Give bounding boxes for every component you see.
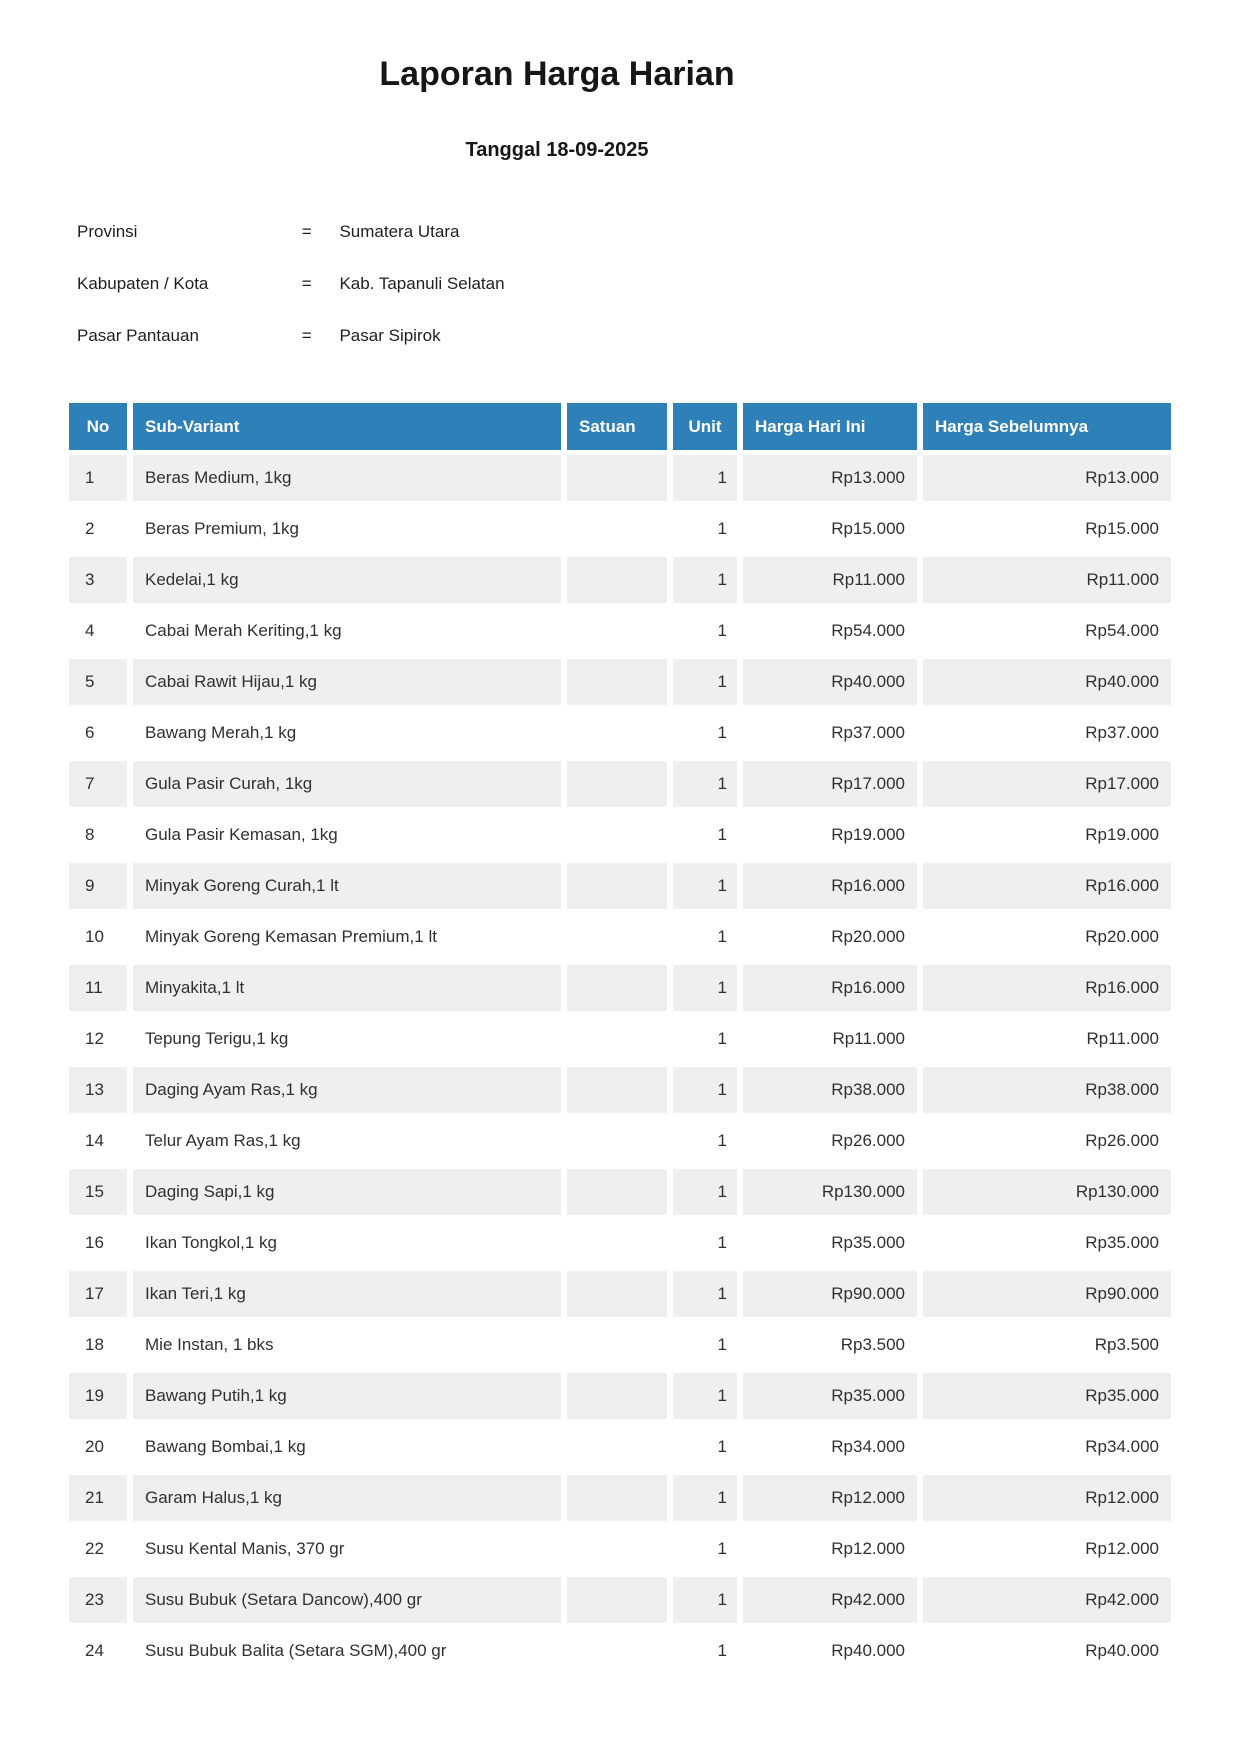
harga-sebelumnya-cell: Rp16.000 <box>923 863 1171 909</box>
sub-variant-cell: Gula Pasir Curah, 1kg <box>133 761 561 807</box>
sub-variant-cell: Ikan Tongkol,1 kg <box>133 1220 561 1266</box>
harga-hari-ini-cell: Rp37.000 <box>743 710 917 756</box>
table-row <box>69 608 1171 654</box>
harga-sebelumnya-cell: Rp42.000 <box>923 1577 1171 1623</box>
unit-cell: 1 <box>673 1373 737 1419</box>
row-number-cell: 18 <box>69 1322 127 1368</box>
unit-cell: 1 <box>673 659 737 705</box>
harga-sebelumnya-cell: Rp15.000 <box>923 506 1171 552</box>
harga-hari-ini-cell: Rp90.000 <box>743 1271 917 1317</box>
table-row <box>69 1118 1171 1164</box>
unit-cell: 1 <box>673 1577 737 1623</box>
sub-variant-cell: Daging Ayam Ras,1 kg <box>133 1067 561 1113</box>
harga-sebelumnya-cell: Rp3.500 <box>923 1322 1171 1368</box>
table-row <box>69 1526 1171 1572</box>
harga-sebelumnya-cell: Rp54.000 <box>923 608 1171 654</box>
row-number-cell: 19 <box>69 1373 127 1419</box>
unit-cell: 1 <box>673 1118 737 1164</box>
sub-variant-cell: Mie Instan, 1 bks <box>133 1322 561 1368</box>
sub-variant-cell: Garam Halus,1 kg <box>133 1475 561 1521</box>
row-number-cell: 15 <box>69 1169 127 1215</box>
meta-row <box>77 324 1241 348</box>
harga-hari-ini-cell: Rp40.000 <box>743 1628 917 1674</box>
satuan-cell <box>567 914 667 960</box>
satuan-cell <box>567 1118 667 1164</box>
harga-hari-ini-cell: Rp130.000 <box>743 1169 917 1215</box>
harga-sebelumnya-cell: Rp12.000 <box>923 1526 1171 1572</box>
table-row <box>69 761 1171 807</box>
harga-hari-ini-cell: Rp11.000 <box>743 1016 917 1062</box>
harga-hari-ini-cell: Rp16.000 <box>743 965 917 1011</box>
harga-sebelumnya-cell: Rp17.000 <box>923 761 1171 807</box>
unit-cell: 1 <box>673 1424 737 1470</box>
header-no: No <box>69 403 127 450</box>
sub-variant-cell: Daging Sapi,1 kg <box>133 1169 561 1215</box>
sub-variant-cell: Kedelai,1 kg <box>133 557 561 603</box>
table-row <box>69 557 1171 603</box>
row-number-cell: 3 <box>69 557 127 603</box>
row-number-cell: 8 <box>69 812 127 858</box>
harga-hari-ini-cell: Rp35.000 <box>743 1373 917 1419</box>
harga-hari-ini-cell: Rp34.000 <box>743 1424 917 1470</box>
satuan-cell <box>567 1475 667 1521</box>
meta-value: Sumatera Utara <box>339 222 460 241</box>
header-satuan: Satuan <box>567 403 667 450</box>
harga-hari-ini-cell: Rp19.000 <box>743 812 917 858</box>
sub-variant-cell: Cabai Rawit Hijau,1 kg <box>133 659 561 705</box>
harga-sebelumnya-cell: Rp38.000 <box>923 1067 1171 1113</box>
meta-value: Kab. Tapanuli Selatan <box>339 274 505 293</box>
sub-variant-cell: Beras Medium, 1kg <box>133 455 561 501</box>
harga-hari-ini-cell: Rp54.000 <box>743 608 917 654</box>
unit-cell: 1 <box>673 455 737 501</box>
price-table <box>63 398 1177 1679</box>
meta-row <box>77 272 1241 296</box>
sub-variant-cell: Telur Ayam Ras,1 kg <box>133 1118 561 1164</box>
report-meta <box>0 220 1241 348</box>
row-number-cell: 20 <box>69 1424 127 1470</box>
harga-sebelumnya-cell: Rp40.000 <box>923 1628 1171 1674</box>
equals-sign: = <box>301 326 312 345</box>
harga-hari-ini-cell: Rp26.000 <box>743 1118 917 1164</box>
unit-cell: 1 <box>673 1220 737 1266</box>
table-row <box>69 710 1171 756</box>
harga-hari-ini-cell: Rp38.000 <box>743 1067 917 1113</box>
harga-hari-ini-cell: Rp13.000 <box>743 455 917 501</box>
table-row <box>69 1271 1171 1317</box>
table-row <box>69 914 1171 960</box>
satuan-cell <box>567 812 667 858</box>
harga-sebelumnya-cell: Rp40.000 <box>923 659 1171 705</box>
satuan-cell <box>567 1526 667 1572</box>
satuan-cell <box>567 863 667 909</box>
unit-cell: 1 <box>673 1067 737 1113</box>
unit-cell: 1 <box>673 863 737 909</box>
table-row <box>69 812 1171 858</box>
table-row <box>69 1067 1171 1113</box>
harga-hari-ini-cell: Rp42.000 <box>743 1577 917 1623</box>
row-number-cell: 6 <box>69 710 127 756</box>
sub-variant-cell: Tepung Terigu,1 kg <box>133 1016 561 1062</box>
harga-hari-ini-cell: Rp16.000 <box>743 863 917 909</box>
harga-hari-ini-cell: Rp3.500 <box>743 1322 917 1368</box>
meta-label: Pasar Pantauan <box>77 326 199 345</box>
unit-cell: 1 <box>673 710 737 756</box>
unit-cell: 1 <box>673 1475 737 1521</box>
equals-sign: = <box>301 222 312 241</box>
report-header <box>66 0 1048 162</box>
row-number-cell: 9 <box>69 863 127 909</box>
harga-hari-ini-cell: Rp35.000 <box>743 1220 917 1266</box>
unit-cell: 1 <box>673 1322 737 1368</box>
meta-label: Provinsi <box>77 222 138 241</box>
sub-variant-cell: Minyakita,1 lt <box>133 965 561 1011</box>
sub-variant-cell: Cabai Merah Keriting,1 kg <box>133 608 561 654</box>
satuan-cell <box>567 1424 667 1470</box>
unit-cell: 1 <box>673 1628 737 1674</box>
satuan-cell <box>567 710 667 756</box>
row-number-cell: 17 <box>69 1271 127 1317</box>
unit-cell: 1 <box>673 812 737 858</box>
harga-sebelumnya-cell: Rp13.000 <box>923 455 1171 501</box>
satuan-cell <box>567 1016 667 1062</box>
table-row <box>69 506 1171 552</box>
table-row <box>69 863 1171 909</box>
table-row <box>69 659 1171 705</box>
harga-sebelumnya-cell: Rp35.000 <box>923 1373 1171 1419</box>
harga-sebelumnya-cell: Rp20.000 <box>923 914 1171 960</box>
report-date: Tanggal 18-09-2025 <box>465 139 649 161</box>
unit-cell: 1 <box>673 608 737 654</box>
header-unit: Unit <box>673 403 737 450</box>
table-row <box>69 1169 1171 1215</box>
satuan-cell <box>567 965 667 1011</box>
unit-cell: 1 <box>673 1526 737 1572</box>
sub-variant-cell: Susu Kental Manis, 370 gr <box>133 1526 561 1572</box>
table-row <box>69 1577 1171 1623</box>
sub-variant-cell: Minyak Goreng Curah,1 lt <box>133 863 561 909</box>
table-row <box>69 455 1171 501</box>
table-row <box>69 1628 1171 1674</box>
harga-sebelumnya-cell: Rp12.000 <box>923 1475 1171 1521</box>
row-number-cell: 4 <box>69 608 127 654</box>
unit-cell: 1 <box>673 914 737 960</box>
sub-variant-cell: Gula Pasir Kemasan, 1kg <box>133 812 561 858</box>
sub-variant-cell: Ikan Teri,1 kg <box>133 1271 561 1317</box>
satuan-cell <box>567 1322 667 1368</box>
harga-sebelumnya-cell: Rp26.000 <box>923 1118 1171 1164</box>
unit-cell: 1 <box>673 1271 737 1317</box>
harga-sebelumnya-cell: Rp130.000 <box>923 1169 1171 1215</box>
sub-variant-cell: Beras Premium, 1kg <box>133 506 561 552</box>
sub-variant-cell: Bawang Merah,1 kg <box>133 710 561 756</box>
header-sub-variant: Sub-Variant <box>133 403 561 450</box>
satuan-cell <box>567 1220 667 1266</box>
row-number-cell: 5 <box>69 659 127 705</box>
row-number-cell: 13 <box>69 1067 127 1113</box>
harga-hari-ini-cell: Rp12.000 <box>743 1475 917 1521</box>
harga-sebelumnya-cell: Rp34.000 <box>923 1424 1171 1470</box>
header-harga-hari-ini: Harga Hari Ini <box>743 403 917 450</box>
meta-value: Pasar Sipirok <box>339 326 441 345</box>
unit-cell: 1 <box>673 965 737 1011</box>
table-row <box>69 1220 1171 1266</box>
row-number-cell: 7 <box>69 761 127 807</box>
row-number-cell: 2 <box>69 506 127 552</box>
satuan-cell <box>567 455 667 501</box>
harga-hari-ini-cell: Rp17.000 <box>743 761 917 807</box>
harga-sebelumnya-cell: Rp35.000 <box>923 1220 1171 1266</box>
unit-cell: 1 <box>673 761 737 807</box>
row-number-cell: 12 <box>69 1016 127 1062</box>
table-row <box>69 1016 1171 1062</box>
row-number-cell: 10 <box>69 914 127 960</box>
unit-cell: 1 <box>673 557 737 603</box>
meta-row <box>77 220 1241 244</box>
sub-variant-cell: Susu Bubuk (Setara Dancow),400 gr <box>133 1577 561 1623</box>
sub-variant-cell: Susu Bubuk Balita (Setara SGM),400 gr <box>133 1628 561 1674</box>
row-number-cell: 23 <box>69 1577 127 1623</box>
row-number-cell: 24 <box>69 1628 127 1674</box>
sub-variant-cell: Minyak Goreng Kemasan Premium,1 lt <box>133 914 561 960</box>
sub-variant-cell: Bawang Bombai,1 kg <box>133 1424 561 1470</box>
harga-hari-ini-cell: Rp12.000 <box>743 1526 917 1572</box>
satuan-cell <box>567 608 667 654</box>
equals-sign: = <box>301 274 312 293</box>
unit-cell: 1 <box>673 1169 737 1215</box>
row-number-cell: 16 <box>69 1220 127 1266</box>
satuan-cell <box>567 557 667 603</box>
satuan-cell <box>567 506 667 552</box>
row-number-cell: 14 <box>69 1118 127 1164</box>
table-row <box>69 1322 1171 1368</box>
harga-sebelumnya-cell: Rp37.000 <box>923 710 1171 756</box>
satuan-cell <box>567 1577 667 1623</box>
price-table-body <box>69 455 1171 1674</box>
row-number-cell: 21 <box>69 1475 127 1521</box>
harga-hari-ini-cell: Rp15.000 <box>743 506 917 552</box>
table-row <box>69 1424 1171 1470</box>
harga-sebelumnya-cell: Rp16.000 <box>923 965 1171 1011</box>
table-row <box>69 1475 1171 1521</box>
harga-sebelumnya-cell: Rp11.000 <box>923 1016 1171 1062</box>
page-title: Laporan Harga Harian <box>379 55 735 93</box>
row-number-cell: 22 <box>69 1526 127 1572</box>
table-row <box>69 1373 1171 1419</box>
table-row <box>69 965 1171 1011</box>
harga-sebelumnya-cell: Rp11.000 <box>923 557 1171 603</box>
satuan-cell <box>567 1169 667 1215</box>
satuan-cell <box>567 1628 667 1674</box>
satuan-cell <box>567 1067 667 1113</box>
row-number-cell: 11 <box>69 965 127 1011</box>
row-number-cell: 1 <box>69 455 127 501</box>
unit-cell: 1 <box>673 506 737 552</box>
header-harga-sebelumnya: Harga Sebelumnya <box>923 403 1171 450</box>
harga-sebelumnya-cell: Rp90.000 <box>923 1271 1171 1317</box>
satuan-cell <box>567 1271 667 1317</box>
harga-hari-ini-cell: Rp20.000 <box>743 914 917 960</box>
harga-hari-ini-cell: Rp40.000 <box>743 659 917 705</box>
satuan-cell <box>567 659 667 705</box>
unit-cell: 1 <box>673 1016 737 1062</box>
sub-variant-cell: Bawang Putih,1 kg <box>133 1373 561 1419</box>
satuan-cell <box>567 1373 667 1419</box>
harga-sebelumnya-cell: Rp19.000 <box>923 812 1171 858</box>
harga-hari-ini-cell: Rp11.000 <box>743 557 917 603</box>
table-header-row <box>69 403 1171 450</box>
satuan-cell <box>567 761 667 807</box>
meta-label: Kabupaten / Kota <box>77 274 209 293</box>
